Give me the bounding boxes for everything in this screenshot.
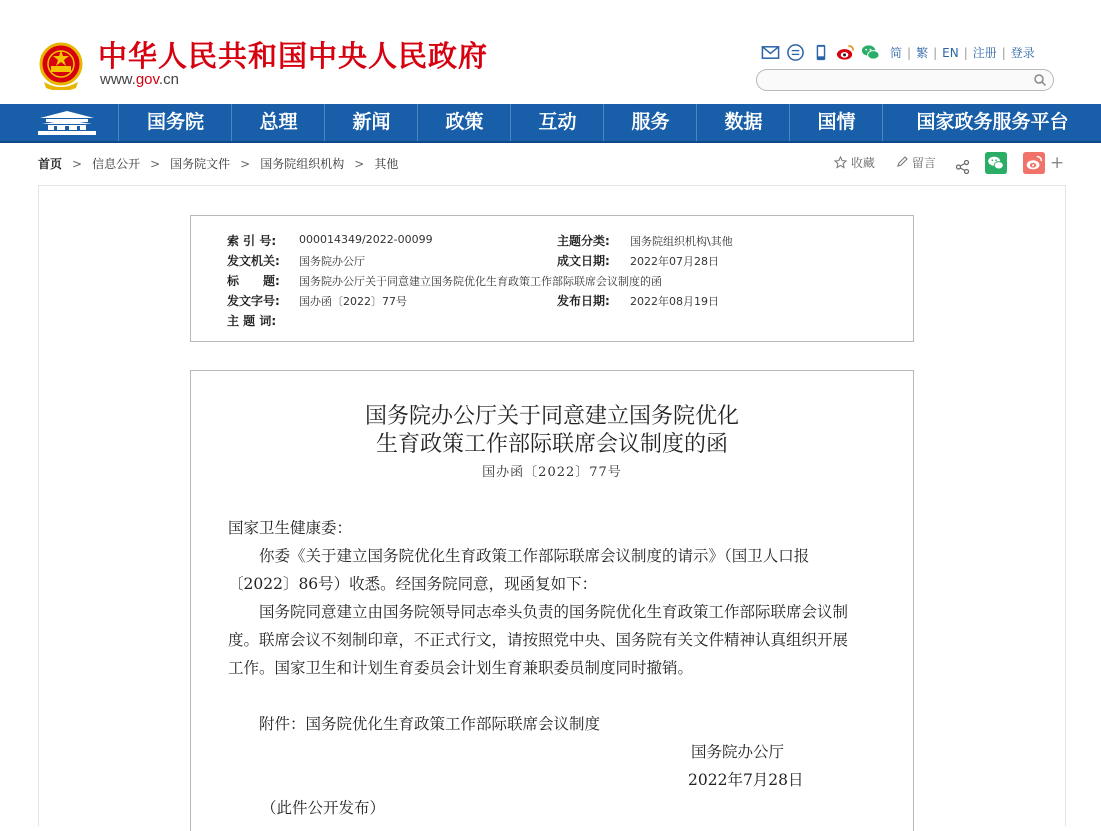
document-body (190, 370, 914, 831)
wechat-share-icon[interactable] (984, 152, 1008, 174)
document-title-line1: 国务院办公厅关于同意建立国务院优化 (364, 404, 739, 429)
site-header (0, 0, 1101, 104)
weibo-icon[interactable] (836, 43, 855, 62)
domain-suffix: .cn (158, 71, 179, 88)
document-meta (190, 215, 914, 342)
search-input[interactable] (767, 72, 1031, 90)
nav-item-policies[interactable]: 政策 (417, 104, 511, 141)
nav-item-state-council[interactable]: 国务院 (118, 104, 232, 141)
breadcrumb-other[interactable]: 其他 (374, 157, 399, 171)
share-icon[interactable] (955, 156, 970, 178)
domain-prefix: www. (100, 71, 136, 88)
top-links: 简 | 繁 | EN | 注册 | 登录 (890, 46, 1035, 60)
pencil-icon (896, 156, 908, 168)
meta-issuer-label: 发文机关: (227, 254, 280, 268)
nav-item-premier[interactable]: 总理 (231, 104, 325, 141)
breadcrumb-info-public[interactable]: 信息公开 (92, 157, 141, 171)
body-line: 国务院同意建立由国务院领导同志牵头负责的国务院优化生育政策工作部际联席会议制 (228, 603, 849, 621)
nav-item-interaction[interactable]: 互动 (510, 104, 604, 141)
meta-title-label: 标 题: (227, 274, 280, 288)
link-traditional[interactable]: 繁 (916, 46, 929, 60)
meta-created-label: 成文日期: (557, 254, 610, 268)
site-title[interactable]: 中华人民共和国中央人民政府 (98, 39, 489, 73)
document-number: 国办函〔2022〕77号 (482, 465, 622, 480)
meta-category-value: 国务院组织机构\其他 (630, 235, 733, 248)
favorite-label: 收藏 (850, 156, 875, 170)
mobile-icon[interactable] (811, 43, 830, 62)
nav-item-data[interactable]: 数据 (696, 104, 790, 141)
body-line: 国家卫生健康委： (228, 519, 353, 537)
link-english[interactable]: EN (942, 46, 959, 60)
signature-date: 2022年7月28日 (688, 771, 804, 789)
star-icon (834, 156, 847, 169)
meta-category-label: 主题分类: (557, 234, 610, 248)
breadcrumb: 首页 > 信息公开 > 国务院文件 > 国务院组织机构 > 其他 (38, 157, 399, 171)
comment-icon[interactable] (786, 43, 805, 62)
comment-label: 留言 (911, 156, 936, 170)
body-line: 度。联席会议不刻制印章，不正式行文，请按照党中央、国务院有关文件精神认真组织开展 (228, 631, 849, 649)
more-share-icon[interactable]: + (1050, 153, 1065, 173)
tiananmen-icon[interactable] (36, 109, 98, 137)
share-icons (761, 42, 880, 62)
weibo-share-icon[interactable] (1022, 152, 1046, 174)
body-line: 你委《关于建立国务院优化生育政策工作部际联席会议制度的请示》（国卫人口报 (228, 547, 810, 565)
meta-index-value: 000014349/2022-00099 (299, 233, 433, 246)
document-title-line2: 生育政策工作部际联席会议制度的函 (375, 432, 728, 457)
body-line: 工作。国家卫生和计划生育委员会计划生育兼职委员制度同时撤销。 (228, 659, 694, 677)
meta-docno-label: 发文字号: (227, 294, 280, 308)
main-nav (0, 104, 1101, 143)
national-emblem-icon[interactable] (38, 42, 84, 90)
comment-button[interactable] (896, 152, 936, 174)
wechat-icon[interactable] (861, 43, 880, 62)
publication-note: （此件公开发布） (261, 799, 386, 817)
signature: 国务院办公厅 (691, 743, 785, 761)
link-login[interactable]: 登录 (1010, 46, 1035, 60)
meta-created-value: 2022年07月28日 (630, 255, 719, 268)
nav-item-national-conditions[interactable]: 国情 (789, 104, 883, 141)
mail-icon[interactable] (761, 43, 780, 62)
meta-index-label: 索 引 号: (227, 234, 277, 248)
meta-title-value: 国务院办公厅关于同意建立国务院优化生育政策工作部际联席会议制度的函 (299, 275, 662, 288)
meta-docno-value: 国办函〔2022〕77号 (299, 295, 407, 308)
link-simplified[interactable]: 简 (890, 46, 903, 60)
site-domain (100, 71, 179, 88)
search-box (756, 69, 1054, 91)
search-icon[interactable] (1033, 73, 1047, 87)
nav-item-news[interactable]: 新闻 (324, 104, 418, 141)
nav-item-services[interactable]: 服务 (603, 104, 697, 141)
attachment-line[interactable]: 附件：国务院优化生育政策工作部际联席会议制度 (228, 715, 601, 733)
meta-issuer-value: 国务院办公厅 (299, 255, 365, 268)
meta-published-value: 2022年08月19日 (630, 295, 719, 308)
meta-keywords-label: 主 题 词: (227, 314, 277, 328)
breadcrumb-state-council-docs[interactable]: 国务院文件 (170, 157, 231, 171)
breadcrumb-org[interactable]: 国务院组织机构 (260, 157, 345, 171)
domain-gov: gov (135, 71, 159, 88)
nav-item-service-platform[interactable]: 国家政务服务平台 (882, 104, 1101, 141)
link-register[interactable]: 注册 (972, 46, 997, 60)
breadcrumb-home[interactable]: 首页 (38, 157, 63, 171)
favorite-button[interactable] (834, 152, 875, 174)
body-line: 〔2022〕86号）收悉。经国务院同意，现函复如下： (228, 575, 598, 593)
meta-published-label: 发布日期: (557, 294, 610, 308)
